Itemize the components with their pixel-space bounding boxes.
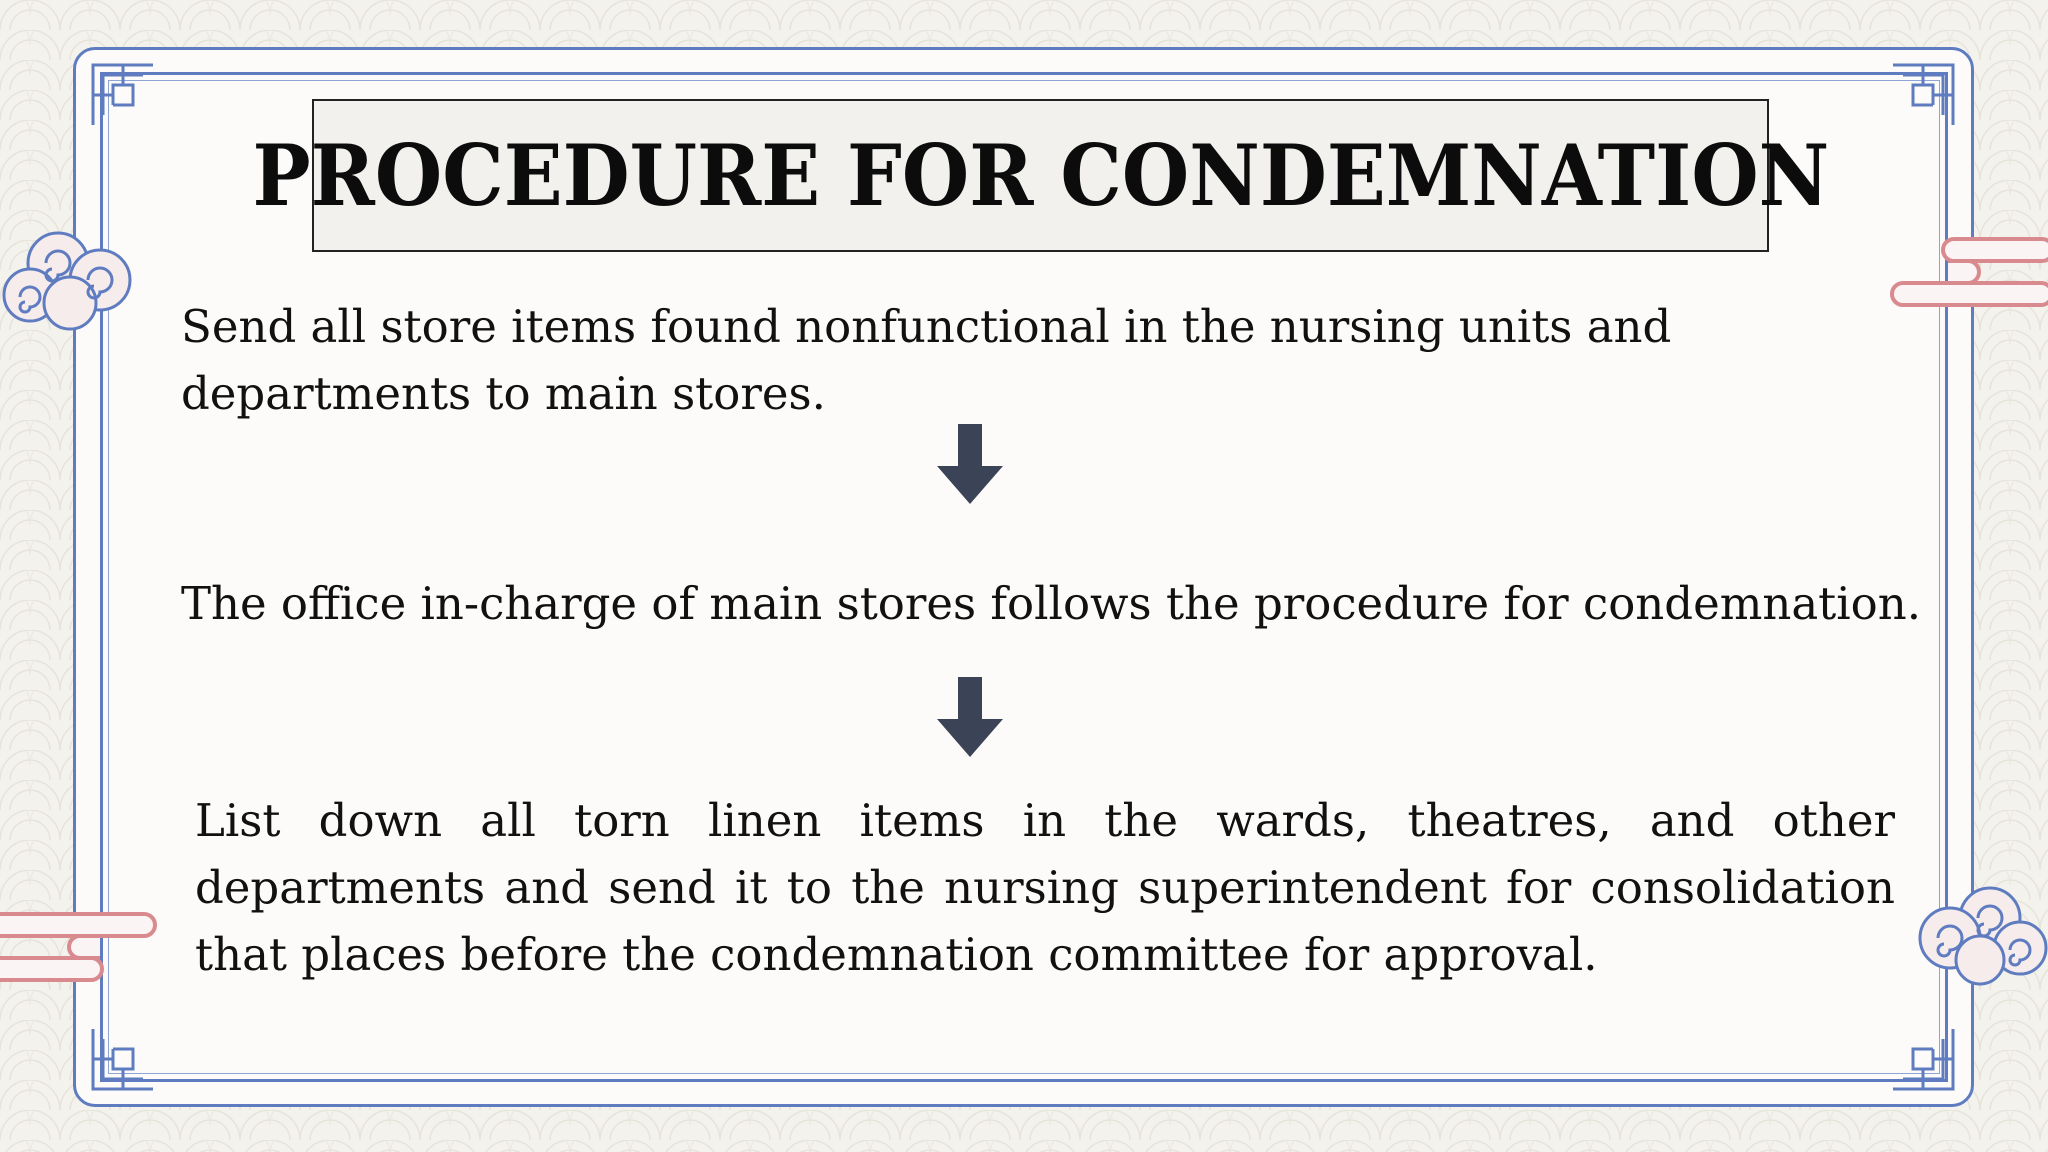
corner-ornament-top-right <box>1888 60 1958 130</box>
step-3-text: List down all torn linen items in the wards, theatres, and other departments and send it to the nursing superintendent for consolidation that places before the condemnation committee for approval. <box>195 794 1895 981</box>
step-1-text: Send all store items found nonfunctional in the nursing units and departments to main stores. <box>181 300 1672 420</box>
corner-ornament-top-left <box>88 60 158 130</box>
arrow-down-icon <box>937 677 1003 757</box>
ribbon-decoration-right <box>1888 235 2048 310</box>
slide-title: PROCEDURE FOR CONDEMNATION <box>252 126 1829 225</box>
corner-ornament-bottom-right <box>1888 1024 1958 1094</box>
corner-ornament-bottom-left <box>88 1024 158 1094</box>
ribbon-decoration-left <box>0 910 160 985</box>
step-2-text: The office in-charge of main stores follows the procedure for condemnation. <box>181 577 1922 630</box>
swirl-cloud-icon <box>0 225 140 335</box>
swirl-cloud-icon <box>1910 880 2048 990</box>
title-box <box>252 99 1829 252</box>
arrow-down-icon <box>937 424 1003 504</box>
